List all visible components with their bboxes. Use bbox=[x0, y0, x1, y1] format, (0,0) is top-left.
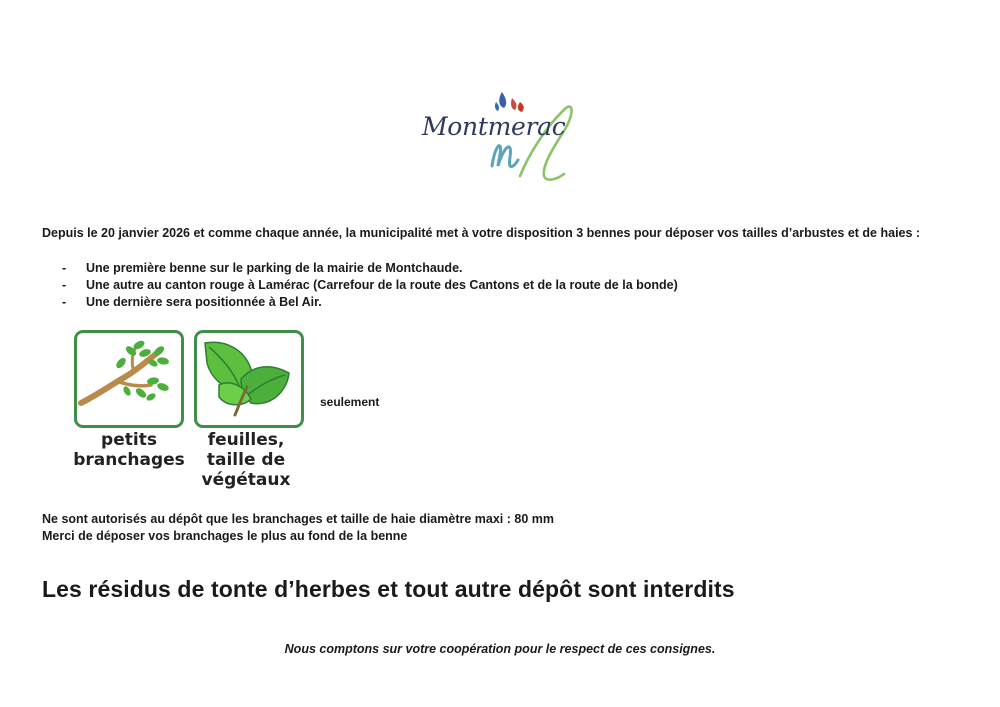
bullet-marker: - bbox=[62, 261, 67, 275]
intro-text: Depuis le 20 janvier 2026 et comme chaque année, la municipalité met à votre disposition 3 bennes pour déposer vos tailles d’arbustes et de haies : bbox=[42, 226, 921, 240]
bullet-marker: - bbox=[62, 295, 67, 309]
location-text: Une autre au canton rouge à Lamérac (Carrefour de la route des Cantons et de la route de la bonde) bbox=[86, 278, 678, 292]
list-item bbox=[62, 277, 678, 294]
bullet-marker: - bbox=[62, 278, 67, 292]
only-label: seulement bbox=[320, 395, 380, 409]
location-list bbox=[62, 260, 678, 311]
leaves-icon bbox=[197, 333, 301, 425]
location-text: Une première benne sur le parking de la mairie de Montchaude. bbox=[86, 261, 463, 275]
leaves-pictogram bbox=[194, 330, 304, 428]
rule-line: Merci de déposer vos branchages le plus au fond de la benne bbox=[42, 529, 408, 543]
prohibition-headline: Les résidus de tonte d’herbes et tout autre dépôt sont interdits bbox=[42, 576, 735, 602]
rule-line: Ne sont autorisés au dépôt que les branchages et taille de haie diamètre maxi : 80 mm bbox=[42, 512, 554, 526]
location-text: Une dernière sera positionnée à Bel Air. bbox=[86, 295, 322, 309]
closing-note: Nous comptons sur votre coopération pour le respect de ces consignes. bbox=[284, 642, 716, 656]
leaves-label: feuilles, taille de végétaux bbox=[201, 430, 291, 490]
branch-icon bbox=[77, 333, 181, 425]
deposit-rules bbox=[42, 511, 554, 545]
branch-pictogram bbox=[74, 330, 184, 428]
branch-label: petits branchages bbox=[73, 430, 185, 470]
list-item bbox=[62, 260, 678, 277]
logo-text: Montmerac bbox=[422, 112, 566, 141]
municipality-logo bbox=[416, 86, 596, 186]
list-item bbox=[62, 294, 678, 311]
